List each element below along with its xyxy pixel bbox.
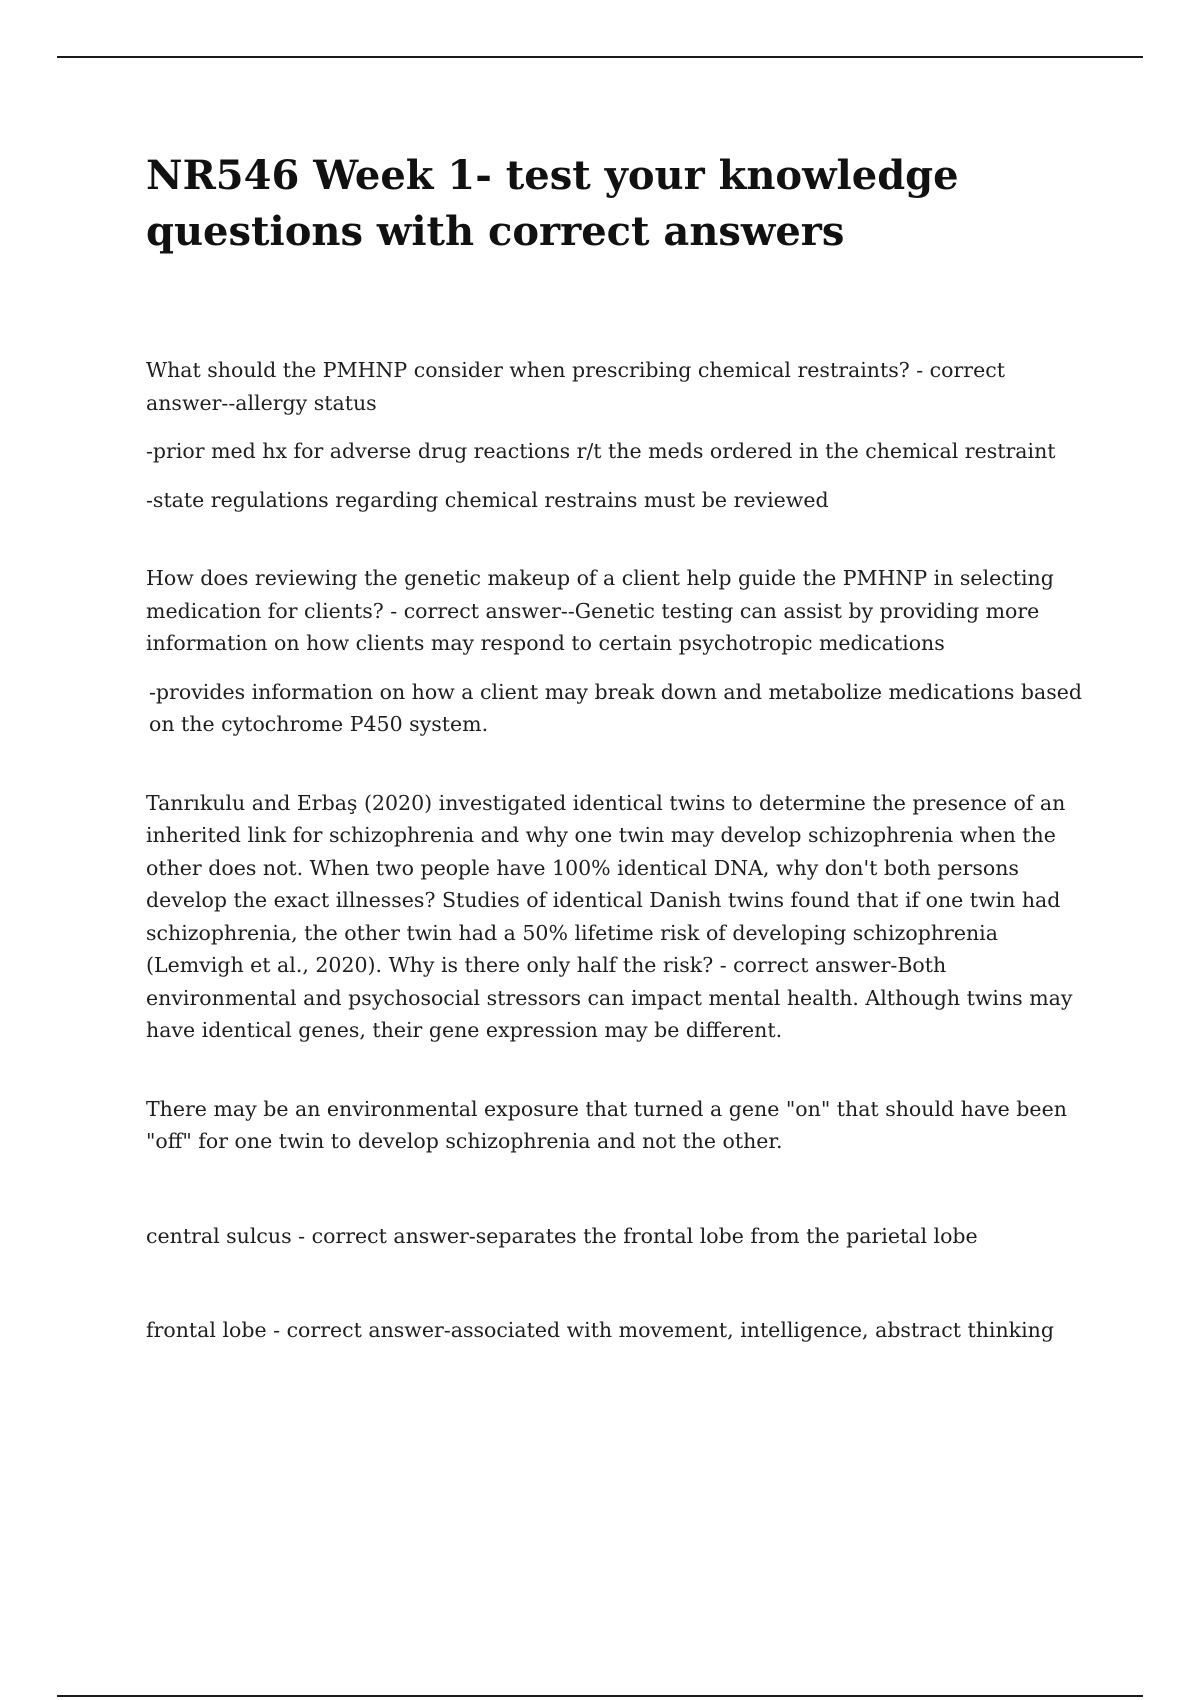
document-body [146, 354, 1091, 1347]
question-chemical-restraints: What should the PMHNP consider when prescribing chemical restraints? - correct answer--allergy status [146, 358, 1005, 415]
answer-point-cytochrome: -provides information on how a client may break down and metabolize medications based on the cytochrome P450 system. [149, 679, 1082, 736]
answer-point-med-history: -prior med hx for adverse drug reactions r/t the meds ordered in the chemical restraint [146, 439, 1056, 463]
bottom-rule [57, 1695, 1143, 1697]
question-central-sulcus: central sulcus - correct answer-separates the frontal lobe from the parietal lobe [146, 1223, 978, 1248]
answer-environmental-exposure: There may be an environmental exposure that turned a gene "on" that should have been "off" for one twin to develop schizophrenia and not the other. [146, 1096, 1067, 1153]
answer-point-state-regulations: -state regulations regarding chemical restrains must be reviewed [146, 487, 829, 512]
top-rule [57, 56, 1143, 58]
question-frontal-lobe: frontal lobe - correct answer-associated with movement, intelligence, abstract thinking [146, 1318, 1054, 1342]
question-genetic-makeup: How does reviewing the genetic makeup of a client help guide the PMHNP in selecting medication for clients? - correct answer--Genetic testing can assist by providing more information on how clients may respond to certain psychotropic medications [146, 566, 1054, 655]
question-identical-twins: Tanrıkulu and Erbaş (2020) investigated identical twins to determine the presence of an inherited link for schizophrenia and why one twin may develop schizophrenia when the other does not. When two people have 100% identical DNA, why don't both persons develop the exact illnesses? Studies of identical Danish twins found that if one twin had schizophrenia, the other twin had a 50% lifetime risk of developing schizophrenia (Lemvigh et al., 2020). Why is there only half the risk? - correct answer-Both environmental and psychosocial stressors can impact mental health. Although twins may have identical genes, their gene expression may be different. [146, 790, 1073, 1042]
document-title: NR546 Week 1- test your knowledge questions with correct answers [146, 152, 959, 255]
